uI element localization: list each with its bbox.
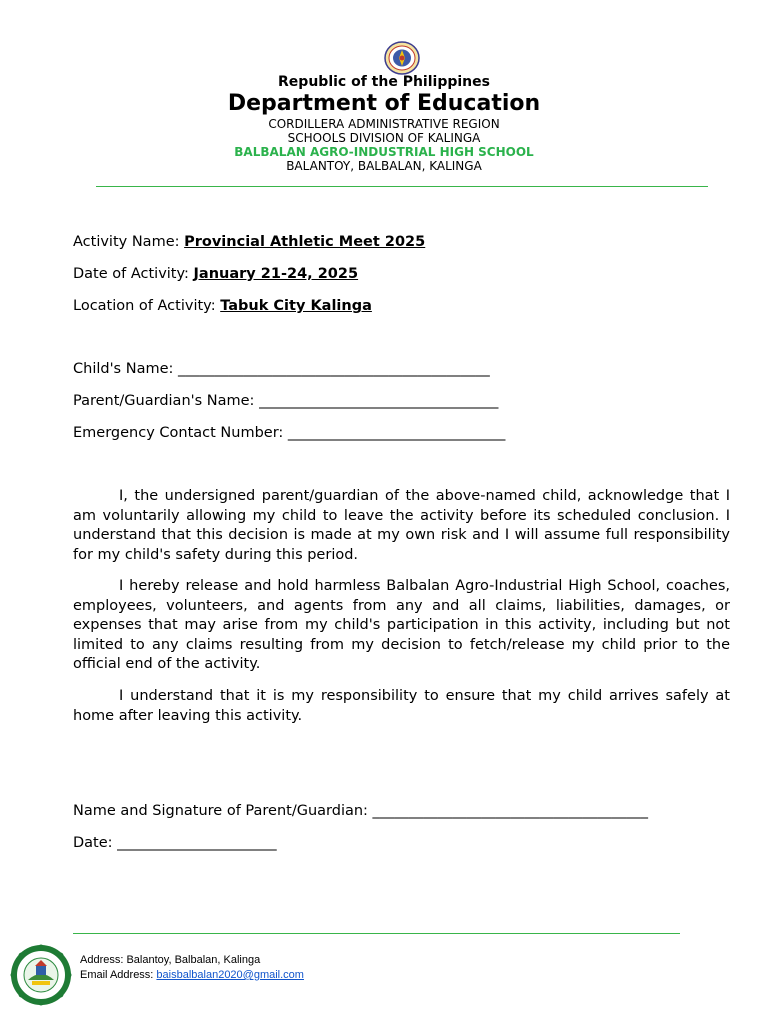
republic-heading: Republic of the Philippines (278, 74, 490, 90)
activity-location-row (73, 298, 372, 314)
footer-email-label: Email Address: (80, 969, 157, 981)
parent-name-blank[interactable]: _________________________________ (259, 393, 499, 409)
activity-location-label: Location of Activity: (73, 298, 221, 314)
signature-blank[interactable]: ______________________________________ (372, 803, 649, 819)
header-divider (96, 186, 708, 187)
emergency-contact-row (73, 425, 505, 441)
footer-email-link[interactable]: baisbalbalan2020@gmail.com (156, 969, 304, 981)
responsibility-paragraph (73, 687, 730, 726)
signature-row (73, 803, 648, 819)
department-heading: Department of Education (227, 91, 541, 116)
paragraph-2-text: I hereby release and hold harmless Balbalan Agro-Industrial High School, coaches, employees, volunteers, and agents from any and all claims, liabilities, damages, or expenses that may arise from my child's participation in this activity, including but not limited to any claims resulting from my decision to fetch/release my child prior to the official end of the activity. (73, 578, 730, 672)
activity-date-label: Date of Activity: (73, 266, 194, 282)
school-logo-icon (10, 944, 72, 1006)
school-address: BALANTOY, BALBALAN, KALINGA (286, 159, 482, 173)
division-line: SCHOOLS DIVISION OF KALINGA (287, 131, 481, 145)
child-name-row (73, 361, 490, 377)
release-paragraph (73, 577, 730, 675)
date-row (73, 835, 277, 851)
activity-name-row (73, 234, 425, 250)
region-line: CORDILLERA ADMINISTRATIVE REGION (268, 117, 500, 131)
signature-label: Name and Signature of Parent/Guardian: (73, 803, 373, 819)
child-name-blank[interactable]: ___________________________________________ (178, 361, 490, 377)
footer-address: Address: Balantoy, Balbalan, Kalinga (80, 954, 261, 966)
child-name-label: Child's Name: (73, 361, 178, 377)
footer-email-row (80, 969, 304, 981)
emergency-contact-blank[interactable]: ______________________________ (287, 425, 506, 441)
emergency-contact-label: Emergency Contact Number: (73, 425, 288, 441)
acknowledgement-paragraph (73, 487, 730, 565)
footer-divider (73, 933, 680, 934)
activity-name-label: Activity Name: (73, 234, 185, 250)
date-blank[interactable]: ______________________ (117, 835, 277, 851)
paragraph-1-text: I, the undersigned parent/guardian of the above-named child, acknowledge that I am voluntarily allowing my child to leave the activity before its scheduled conclusion. I understand that this decision is made at my own risk and I will assume full responsibility for my child's safety during this period. (73, 488, 730, 563)
paragraph-3-text: I understand that it is my responsibility to ensure that my child arrives safely at home after leaving this activity. (73, 688, 730, 724)
activity-date-row (73, 266, 358, 282)
activity-location-value: Tabuk City Kalinga (220, 298, 372, 314)
school-name: BALBALAN AGRO-INDUSTRIAL HIGH SCHOOL (234, 145, 534, 159)
deped-seal-icon (378, 40, 426, 76)
activity-date-value: January 21-24, 2025 (193, 266, 359, 282)
parent-name-label: Parent/Guardian's Name: (73, 393, 260, 409)
activity-name-value: Provincial Athletic Meet 2025 (184, 234, 426, 250)
parent-name-row (73, 393, 498, 409)
date-label: Date: (73, 835, 118, 851)
